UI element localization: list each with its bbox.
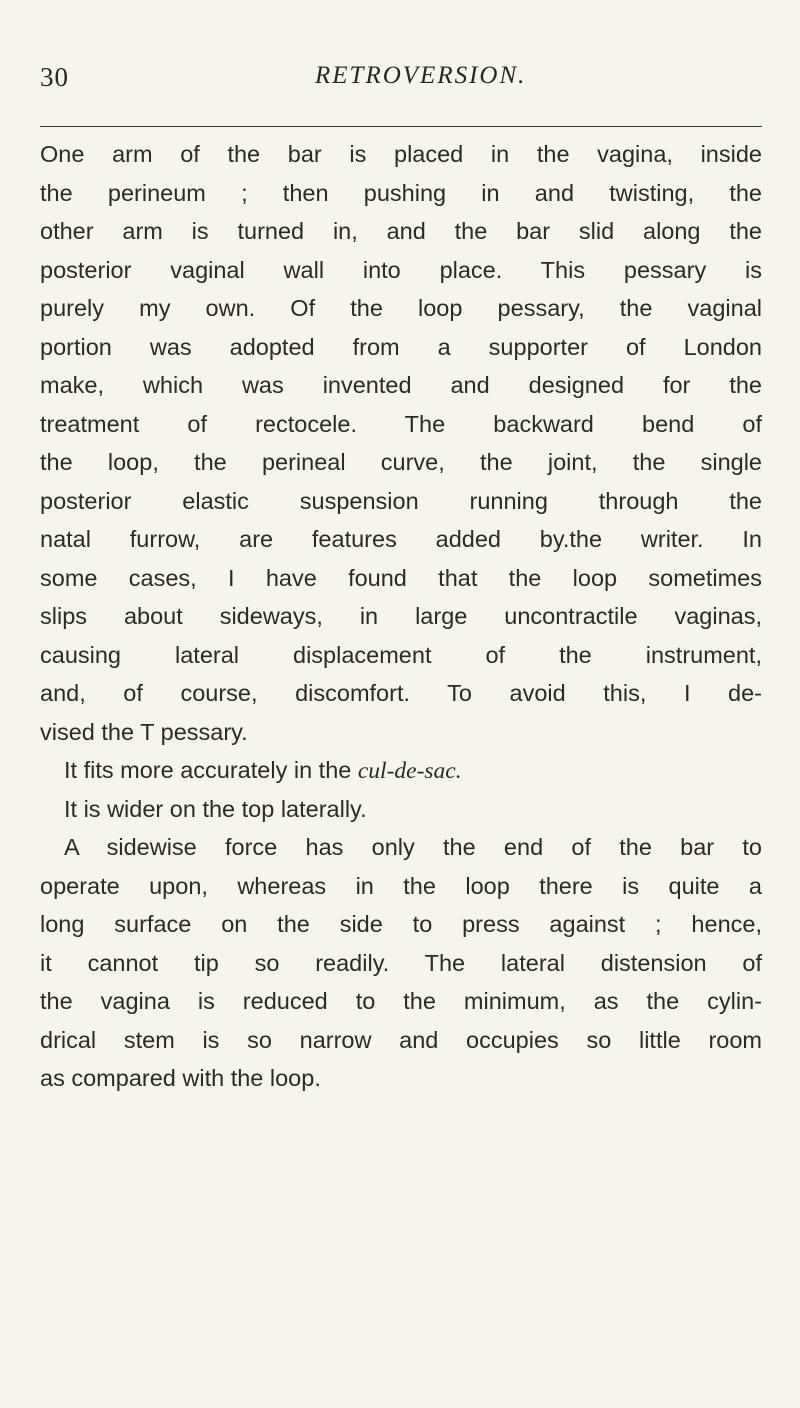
running-head: [40, 62, 760, 102]
text-line: other arm is turned in, and the bar slid along the: [40, 218, 762, 244]
text-line: drical stem is so narrow and occupies so little room: [40, 1026, 762, 1053]
italic-term: cul-de-sac.: [357, 758, 462, 784]
text-fragment: It fits more accurately in the: [64, 757, 358, 783]
text-line: the loop, the perineal curve, the joint, the single: [40, 449, 762, 475]
text-line: [40, 751, 762, 790]
text-line: treatment of rectocele. The backward bend of: [40, 410, 762, 437]
text-line: as compared with the loop.: [40, 1065, 321, 1091]
header-rule: [40, 126, 762, 127]
text-line: and, of course, discomfort. To avoid this, I de-: [40, 680, 762, 706]
text-line: portion was adopted from a supporter of London: [40, 333, 762, 360]
text-line: posterior vaginal wall into place. This pessary is: [40, 256, 762, 283]
text-line: make, which was invented and designed for the: [40, 372, 762, 398]
text-line: causing lateral displacement of the instrument,: [40, 641, 762, 668]
text-line: operate upon, whereas in the loop there is quite a: [40, 872, 762, 899]
text-line: One arm of the bar is placed in the vagina, inside: [40, 141, 762, 167]
body-text: [40, 135, 762, 1098]
text-line: purely my own. Of the loop pessary, the vaginal: [40, 295, 762, 321]
text-line: long surface on the side to press against ; hence,: [40, 911, 762, 937]
text-line: It is wider on the top laterally.: [64, 795, 367, 822]
text-line: posterior elastic suspension running through the: [40, 487, 762, 514]
text-line: vised the T pessary.: [40, 718, 248, 745]
text-line: natal furrow, are features added by.the writer. In: [40, 526, 762, 552]
text-line: the perineum ; then pushing in and twisting, the: [40, 179, 762, 206]
text-line: the vagina is reduced to the minimum, as the cylin-: [40, 988, 762, 1014]
text-line: some cases, I have found that the loop sometimes: [40, 564, 762, 591]
text-line: it cannot tip so readily. The lateral distension of: [40, 949, 762, 976]
text-line: A sidewise force has only the end of the bar to: [64, 834, 762, 860]
text-line: slips about sideways, in large uncontractile vaginas,: [40, 603, 762, 629]
running-title: RETROVERSION.: [315, 62, 527, 89]
page-number: 30: [40, 62, 69, 92]
